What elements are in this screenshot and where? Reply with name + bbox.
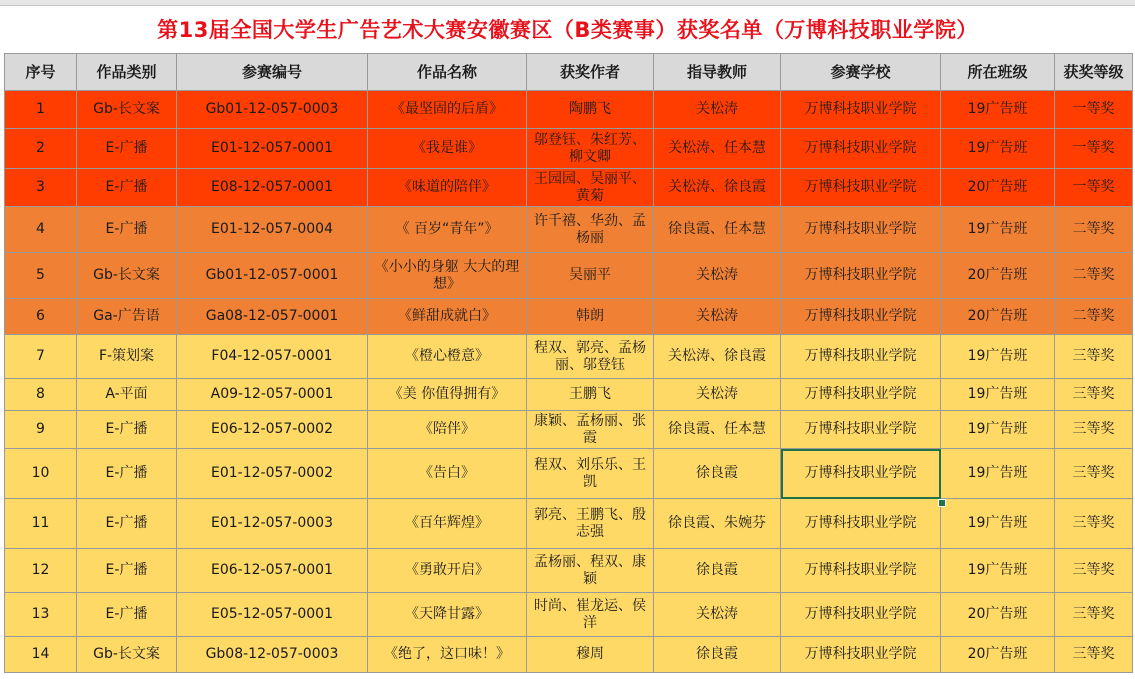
cell-no[interactable]: 3 — [5, 169, 77, 207]
cell-award[interactable]: 三等奖 — [1055, 379, 1133, 411]
cell-work[interactable]: 《告白》 — [368, 449, 527, 499]
cell-no[interactable]: 4 — [5, 207, 77, 253]
cell-class[interactable]: 19广告班 — [941, 129, 1055, 169]
cell-school[interactable]: 万博科技职业学院 — [781, 169, 941, 207]
cell-school[interactable]: 万博科技职业学院 — [781, 411, 941, 449]
cell-teachers[interactable]: 徐良霞 — [654, 449, 781, 499]
table-row — [5, 169, 1133, 207]
cell-category[interactable]: E-广播 — [77, 499, 177, 549]
cell-no[interactable]: 14 — [5, 637, 77, 673]
header-category[interactable]: 作品类别 — [77, 54, 177, 91]
table-row — [5, 379, 1133, 411]
cell-code[interactable]: Ga08-12-057-0001 — [177, 299, 368, 335]
cell-class[interactable]: 19广告班 — [941, 379, 1055, 411]
cell-work[interactable]: 《 百岁“青年”》 — [368, 207, 527, 253]
cell-authors[interactable]: 王园园、吴丽平、黄菊 — [527, 169, 654, 207]
cell-category[interactable]: E-广播 — [77, 593, 177, 637]
selection-fill-handle[interactable] — [938, 499, 946, 507]
cell-class[interactable]: 20广告班 — [941, 637, 1055, 673]
cell-code[interactable]: E08-12-057-0001 — [177, 169, 368, 207]
cell-authors[interactable]: 陶鹏飞 — [527, 91, 654, 129]
cell-award[interactable]: 一等奖 — [1055, 91, 1133, 129]
table-row — [5, 499, 1133, 549]
cell-teachers[interactable]: 关松涛、徐良霞 — [654, 335, 781, 379]
cell-category[interactable]: E-广播 — [77, 129, 177, 169]
cell-award[interactable]: 三等奖 — [1055, 411, 1133, 449]
cell-award[interactable]: 一等奖 — [1055, 129, 1133, 169]
header-class[interactable]: 所在班级 — [941, 54, 1055, 91]
table-row — [5, 411, 1133, 449]
cell-work[interactable]: 《最坚固的后盾》 — [368, 91, 527, 129]
cell-no[interactable]: 10 — [5, 449, 77, 499]
cell-school[interactable]: 万博科技职业学院 — [781, 379, 941, 411]
header-authors[interactable]: 获奖作者 — [527, 54, 654, 91]
table-row — [5, 549, 1133, 593]
cell-work[interactable]: 《美 你值得拥有》 — [368, 379, 527, 411]
table-row — [5, 335, 1133, 379]
table-row — [5, 253, 1133, 299]
cell-code[interactable]: E01-12-057-0002 — [177, 449, 368, 499]
cell-school[interactable]: 万博科技职业学院 — [781, 499, 941, 549]
header-row — [5, 54, 1133, 91]
cell-no[interactable]: 13 — [5, 593, 77, 637]
cell-award[interactable]: 三等奖 — [1055, 637, 1133, 673]
table-row — [5, 449, 1133, 499]
cell-no[interactable]: 9 — [5, 411, 77, 449]
cell-category[interactable]: E-广播 — [77, 449, 177, 499]
table-row — [5, 299, 1133, 335]
table-row — [5, 207, 1133, 253]
cell-category[interactable]: A-平面 — [77, 379, 177, 411]
sheet-title[interactable]: 第13届全国大学生广告艺术大赛安徽赛区（B类赛事）获奖名单（万博科技职业学院） — [157, 18, 978, 42]
cell-teachers[interactable]: 关松涛、任本慧 — [654, 129, 781, 169]
header-award[interactable]: 获奖等级 — [1055, 54, 1133, 91]
cell-no[interactable]: 6 — [5, 299, 77, 335]
cell-authors[interactable]: 许千禧、华劲、孟杨丽 — [527, 207, 654, 253]
cell-work[interactable]: 《绝了，这口味！》 — [368, 637, 527, 673]
cell-school[interactable]: 万博科技职业学院 — [781, 637, 941, 673]
cell-teachers[interactable]: 关松涛 — [654, 299, 781, 335]
cell-authors[interactable]: 康颖、孟杨丽、张霞 — [527, 411, 654, 449]
cell-no[interactable]: 2 — [5, 129, 77, 169]
cell-class[interactable]: 19广告班 — [941, 449, 1055, 499]
cell-school[interactable]: 万博科技职业学院 — [781, 449, 941, 499]
cell-class[interactable]: 19广告班 — [941, 91, 1055, 129]
cell-class[interactable]: 19广告班 — [941, 335, 1055, 379]
cell-work[interactable]: 《陪伴》 — [368, 411, 527, 449]
cell-no[interactable]: 8 — [5, 379, 77, 411]
cell-no[interactable]: 7 — [5, 335, 77, 379]
cell-award[interactable]: 二等奖 — [1055, 207, 1133, 253]
cell-teachers[interactable]: 关松涛 — [654, 91, 781, 129]
cell-school[interactable]: 万博科技职业学院 — [781, 549, 941, 593]
cell-category[interactable]: E-广播 — [77, 169, 177, 207]
cell-category[interactable]: Gb-长文案 — [77, 91, 177, 129]
cell-work[interactable]: 《鲜甜成就白》 — [368, 299, 527, 335]
cell-code[interactable]: Gb01-12-057-0001 — [177, 253, 368, 299]
cell-award[interactable]: 三等奖 — [1055, 499, 1133, 549]
cell-class[interactable]: 19广告班 — [941, 549, 1055, 593]
cell-award[interactable]: 三等奖 — [1055, 449, 1133, 499]
cell-school[interactable]: 万博科技职业学院 — [781, 207, 941, 253]
cell-work[interactable]: 《百年辉煌》 — [368, 499, 527, 549]
cell-code[interactable]: Gb01-12-057-0003 — [177, 91, 368, 129]
cell-authors[interactable]: 吴丽平 — [527, 253, 654, 299]
award-table — [4, 53, 1133, 673]
cell-category[interactable]: E-广播 — [77, 549, 177, 593]
cell-class[interactable]: 19广告班 — [941, 499, 1055, 549]
cell-authors[interactable]: 时尚、崔龙运、侯洋 — [527, 593, 654, 637]
cell-school[interactable]: 万博科技职业学院 — [781, 593, 941, 637]
cell-teachers[interactable]: 徐良霞 — [654, 637, 781, 673]
table-row — [5, 637, 1133, 673]
cell-code[interactable]: E01-12-057-0004 — [177, 207, 368, 253]
cell-no[interactable]: 12 — [5, 549, 77, 593]
cell-work[interactable]: 《我是谁》 — [368, 129, 527, 169]
cell-authors[interactable]: 王鹏飞 — [527, 379, 654, 411]
table-row — [5, 91, 1133, 129]
cell-class[interactable]: 20广告班 — [941, 299, 1055, 335]
cell-award[interactable]: 一等奖 — [1055, 169, 1133, 207]
cell-award[interactable]: 三等奖 — [1055, 549, 1133, 593]
header-work[interactable]: 作品名称 — [368, 54, 527, 91]
cell-authors[interactable]: 孟杨丽、程双、康颖 — [527, 549, 654, 593]
cell-work[interactable]: 《天降甘露》 — [368, 593, 527, 637]
cell-authors[interactable]: 程双、郭亮、孟杨丽、邬登钰 — [527, 335, 654, 379]
cell-no[interactable]: 5 — [5, 253, 77, 299]
cell-category[interactable]: E-广播 — [77, 411, 177, 449]
cell-category[interactable]: Gb-长文案 — [77, 253, 177, 299]
cell-teachers[interactable]: 徐良霞、任本慧 — [654, 207, 781, 253]
cell-teachers[interactable]: 关松涛、徐良霞 — [654, 169, 781, 207]
header-school[interactable]: 参赛学校 — [781, 54, 941, 91]
cell-school[interactable]: 万博科技职业学院 — [781, 91, 941, 129]
header-code[interactable]: 参赛编号 — [177, 54, 368, 91]
cell-code[interactable]: E01-12-057-0001 — [177, 129, 368, 169]
cell-award[interactable]: 二等奖 — [1055, 253, 1133, 299]
cell-work[interactable]: 《味道的陪伴》 — [368, 169, 527, 207]
cell-award[interactable]: 三等奖 — [1055, 593, 1133, 637]
cell-category[interactable]: Gb-长文案 — [77, 637, 177, 673]
cell-authors[interactable]: 邬登钰、朱红芳、柳文卿 — [527, 129, 654, 169]
cell-class[interactable]: 19广告班 — [941, 411, 1055, 449]
cell-code[interactable]: Gb08-12-057-0003 — [177, 637, 368, 673]
cell-authors[interactable]: 韩朗 — [527, 299, 654, 335]
cell-school[interactable]: 万博科技职业学院 — [781, 335, 941, 379]
cell-teachers[interactable]: 徐良霞 — [654, 549, 781, 593]
cell-school[interactable]: 万博科技职业学院 — [781, 129, 941, 169]
cell-teachers[interactable]: 徐良霞、朱婉芬 — [654, 499, 781, 549]
cell-teachers[interactable]: 徐良霞、任本慧 — [654, 411, 781, 449]
cell-class[interactable]: 20广告班 — [941, 253, 1055, 299]
cell-class[interactable]: 19广告班 — [941, 207, 1055, 253]
cell-teachers[interactable]: 关松涛 — [654, 253, 781, 299]
cell-work[interactable]: 《勇敢开启》 — [368, 549, 527, 593]
cell-award[interactable]: 二等奖 — [1055, 299, 1133, 335]
cell-class[interactable]: 20广告班 — [941, 593, 1055, 637]
cell-category[interactable]: E-广播 — [77, 207, 177, 253]
cell-code[interactable]: F04-12-057-0001 — [177, 335, 368, 379]
cell-work[interactable]: 《小小的身躯 大大的理想》 — [368, 253, 527, 299]
cell-school[interactable]: 万博科技职业学院 — [781, 299, 941, 335]
cell-no[interactable]: 1 — [5, 91, 77, 129]
table-row — [5, 593, 1133, 637]
cell-class[interactable]: 20广告班 — [941, 169, 1055, 207]
header-teachers[interactable]: 指导教师 — [654, 54, 781, 91]
cell-no[interactable]: 11 — [5, 499, 77, 549]
cell-code[interactable]: E06-12-057-0002 — [177, 411, 368, 449]
header-no[interactable]: 序号 — [5, 54, 77, 91]
cell-award[interactable]: 三等奖 — [1055, 335, 1133, 379]
cell-code[interactable]: E01-12-057-0003 — [177, 499, 368, 549]
cell-authors[interactable]: 穆周 — [527, 637, 654, 673]
cell-authors[interactable]: 郭亮、王鹏飞、殷志强 — [527, 499, 654, 549]
cell-category[interactable]: F-策划案 — [77, 335, 177, 379]
table-row — [5, 129, 1133, 169]
cell-work[interactable]: 《橙心橙意》 — [368, 335, 527, 379]
cell-authors[interactable]: 程双、刘乐乐、王凯 — [527, 449, 654, 499]
cell-code[interactable]: E06-12-057-0001 — [177, 549, 368, 593]
cell-category[interactable]: Ga-广告语 — [77, 299, 177, 335]
cell-teachers[interactable]: 关松涛 — [654, 379, 781, 411]
cell-code[interactable]: A09-12-057-0001 — [177, 379, 368, 411]
cell-teachers[interactable]: 关松涛 — [654, 593, 781, 637]
cell-code[interactable]: E05-12-057-0001 — [177, 593, 368, 637]
cell-school[interactable]: 万博科技职业学院 — [781, 253, 941, 299]
